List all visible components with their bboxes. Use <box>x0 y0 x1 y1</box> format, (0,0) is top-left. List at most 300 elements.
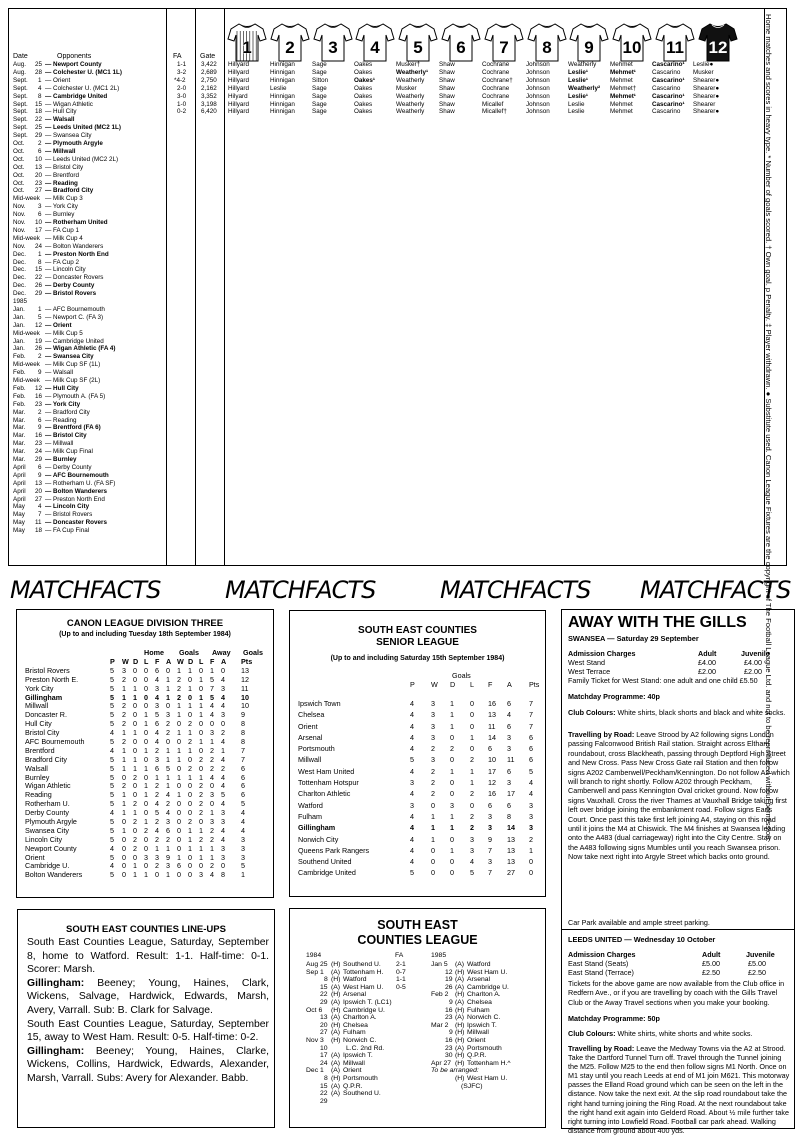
table-cell: 1 <box>199 852 203 862</box>
svg-text:9: 9 <box>584 38 595 57</box>
fixture-opponent: — FA Cup 2 <box>45 258 79 266</box>
table-cell: 5 <box>110 737 114 747</box>
table-cell: 2 <box>199 754 203 764</box>
lineup-text: South East Counties League, Saturday, September 8, home to Watford. Result: 1-1. Half-time: 0-1. Scorer: Marsh. <box>27 937 269 976</box>
table-cell: 1 <box>177 772 181 782</box>
team-name: Cambridge United <box>298 868 356 878</box>
away-box <box>561 609 795 1135</box>
fixture-month: Oct. <box>13 155 25 163</box>
team-name: Millwall <box>25 701 49 711</box>
table-cell: 0 <box>450 789 454 799</box>
column-header: P <box>110 657 115 666</box>
fixture-month: May <box>13 511 25 519</box>
swansea-colours <box>568 708 790 717</box>
fixture-venue: (A) <box>331 1014 341 1022</box>
player-name: Oakes <box>354 84 373 92</box>
table-row <box>298 800 542 811</box>
matchfacts-band <box>0 576 800 604</box>
fixture-month: Aug. <box>13 68 26 76</box>
column-header: L <box>144 657 149 666</box>
fixture-day: 6 <box>38 147 42 155</box>
fixture-opponent: Orient <box>467 1037 486 1044</box>
table-cell: 0 <box>144 799 148 809</box>
table-cell: 1 <box>133 763 137 773</box>
player-name: Hillyard <box>228 76 249 84</box>
fixture-month: Dec. <box>13 258 26 266</box>
table-cell: 1 <box>199 701 203 711</box>
table-cell: 1 <box>241 870 245 880</box>
fixture-month: Oct. <box>13 179 25 187</box>
fixture-date: 22 <box>320 991 328 999</box>
table-cell: 2 <box>166 834 170 844</box>
table-title: SENIOR LEAGUE <box>376 637 459 648</box>
table-cell: 5 <box>470 868 474 878</box>
player-name: Shaw <box>439 61 455 68</box>
table-cell: 4 <box>166 790 170 800</box>
table-cell: 0 <box>144 674 148 684</box>
table-cell: 1 <box>188 843 192 853</box>
player-name: Micallef <box>482 100 504 108</box>
fixture-opponent: — York City <box>45 203 78 211</box>
player-name: Musker <box>693 68 714 76</box>
divider <box>195 9 196 565</box>
table-cell: 6 <box>507 699 511 708</box>
shirt-3-icon <box>313 21 353 63</box>
fixture-day: 12 <box>35 321 43 329</box>
fixture-day: 20 <box>35 171 43 179</box>
table-cell: 1 <box>122 825 126 835</box>
table-cell: 2 <box>199 834 203 844</box>
table-cell: 0 <box>470 744 474 754</box>
table-cell: 3 <box>155 701 159 711</box>
table-cell: 6 <box>241 772 245 782</box>
fixture-venue: (H) <box>331 1037 341 1044</box>
table-cell: 0 <box>133 701 137 711</box>
table-cell: 0 <box>221 861 225 871</box>
lineup-text: Beeney; Young, Haines, Clarke, Wickens, Collins, Hardwick, Edwards, Alexander, Marsh, Varrall. Subs: Avery for Alexander. Babb. <box>27 1045 269 1084</box>
player-name: Cascarino <box>652 84 681 92</box>
fixture-opponent: — Plymouth A. (FA 5) <box>45 392 106 400</box>
fixture-opponent: — Rotherham United <box>45 219 108 226</box>
table-cell: 1 <box>199 692 203 702</box>
fixture-day: 27 <box>35 187 43 195</box>
fixture-opponent: — Colchester U. (MC1 2L) <box>45 84 120 92</box>
fixture-opponent: — Derby County <box>45 282 95 290</box>
fixture-month: Nov. <box>13 226 26 234</box>
fixture-gate: 2,750 <box>201 76 217 84</box>
fixture-day: 23 <box>35 440 43 448</box>
table-cell: 3 <box>210 817 214 827</box>
team-name: Brentford <box>25 745 55 755</box>
fixture-opponent: — AFC Bournemouth <box>45 305 105 313</box>
fixture-day: 10 <box>35 219 43 226</box>
player-name: Sage <box>312 84 327 92</box>
table-cell: 7 <box>488 845 492 855</box>
player-name: Mehmet¹ <box>610 92 636 100</box>
column-header: F <box>155 657 160 666</box>
table-cell: 3 <box>431 755 435 765</box>
table-cell: 1 <box>166 781 170 791</box>
table-cell: 0 <box>122 861 126 871</box>
away-header: Away <box>212 648 231 657</box>
fixture-opponent: Cambridge U. <box>467 983 509 991</box>
goals-header: Goals <box>179 648 199 657</box>
svg-text:6: 6 <box>456 38 466 57</box>
player-name: Sage <box>312 92 327 100</box>
table-cell: 4 <box>410 823 414 833</box>
fixture-month: Oct. <box>13 171 25 179</box>
table-cell: 1 <box>122 683 126 693</box>
player-name: Cascarino <box>652 68 681 76</box>
svg-text:8: 8 <box>541 38 552 57</box>
player-name: Weatherly <box>568 61 597 68</box>
column-header: 1984 <box>306 952 322 959</box>
table-cell: 1 <box>199 710 203 720</box>
player-name: Shearer● <box>693 92 720 100</box>
divider <box>166 9 167 565</box>
player-name: Cascarino¹ <box>652 61 685 68</box>
fixture-opponent: — Orient <box>45 321 72 329</box>
fixture-venue: (H) <box>455 1059 465 1067</box>
table-cell: 5 <box>110 817 114 827</box>
fixture-date: 30 <box>445 1052 453 1060</box>
table-cell: 3 <box>529 800 533 810</box>
table-cell: 1 <box>450 766 454 776</box>
player-name: Hillyard <box>228 61 249 68</box>
lineup-text: South East Counties League, Saturday, September 15, away to West Ham. Result: 0-5. Half-time: 0-2. <box>27 1018 269 1044</box>
table-cell: 0 <box>133 737 137 747</box>
fixture-day: 23 <box>35 179 43 187</box>
player-name: Weatherly² <box>568 84 601 92</box>
table-cell: 4 <box>410 721 414 731</box>
team-name: Millwall <box>298 755 322 765</box>
table-cell: 1 <box>188 665 192 675</box>
table-cell: 5 <box>241 861 245 871</box>
fixture-venue: (A) <box>331 1029 341 1037</box>
fixture-opponent: Fulham <box>467 1006 490 1014</box>
player-name: Sage <box>312 100 327 108</box>
table-cell: 0 <box>177 843 181 853</box>
fixture-opponent: — Swansea City <box>45 132 92 140</box>
fixture-day: 4 <box>38 503 42 511</box>
fixture-venue: (H) <box>455 1037 465 1044</box>
fixture-opponent: — Leeds United (MC2 2L) <box>45 155 119 163</box>
team-name: Plymouth Argyle <box>25 817 77 827</box>
table-cell: 6 <box>155 763 159 773</box>
table-cell: 4 <box>110 861 114 871</box>
table-cell: 1 <box>144 781 148 791</box>
table-cell: 2 <box>122 674 126 684</box>
table-cell: 0 <box>133 825 137 835</box>
player-name: Musker† <box>396 61 421 68</box>
table-cell: 0 <box>210 781 214 791</box>
table-cell: 2 <box>155 861 159 871</box>
column-header: A <box>507 680 512 689</box>
table-cell: 7 <box>488 868 492 878</box>
fixture-date: Sep 1 <box>306 968 324 976</box>
table-cell: 4 <box>221 701 225 711</box>
table-cell: 1 <box>166 772 170 782</box>
table-cell: 1 <box>133 692 137 702</box>
table-cell: 0 <box>450 834 454 844</box>
team-name: Ipswich Town <box>298 699 341 708</box>
fixture-opponent: — Lincoln City <box>45 503 90 511</box>
table-cell: 11 <box>507 755 515 765</box>
fixture-day: 29 <box>35 290 43 298</box>
column-header: A <box>221 657 227 666</box>
table-cell: 3 <box>166 710 170 720</box>
table-cell: 12 <box>488 778 496 788</box>
table-cell: 0 <box>122 772 126 782</box>
table-cell: 2 <box>122 710 126 720</box>
shirt-12-icon <box>698 21 738 63</box>
table-cell: 5 <box>110 834 114 844</box>
fixture-opponent: — Bradford City <box>45 408 90 416</box>
table-cell: 5 <box>241 799 245 809</box>
table-row <box>298 867 542 878</box>
fixture-month: May <box>13 527 25 535</box>
fixture-opponent: — Brentford (FA 6) <box>45 424 101 432</box>
fixture-opponent: — Hull City <box>45 384 79 392</box>
fixture-date: 8 <box>324 976 328 984</box>
team-name: Lincoln City <box>25 834 63 844</box>
table-row <box>298 721 542 732</box>
table-cell: 1 <box>122 754 126 764</box>
fixture-date: 9 <box>449 1029 453 1037</box>
player-name: Johnson <box>526 68 550 76</box>
player-name: Cochrane† <box>482 76 513 84</box>
table-cell: 0 <box>133 719 137 729</box>
divider <box>224 9 225 565</box>
fixture-date: 23 <box>445 1014 453 1022</box>
fixture-opponent: — Millwall <box>45 440 74 448</box>
table-cell: 0 <box>122 834 126 844</box>
table-cell: 7 <box>241 745 245 755</box>
player-name: Shearer● <box>693 108 720 116</box>
table-cell: 1 <box>188 745 192 755</box>
table-cell: 3 <box>488 811 492 821</box>
leeds-tickets: Tickets for the above game are now available from the Club office in Redfern Ave., or if you are travelling by coach with the Gills Travel Club or the Away Travel sections when you make your booking. <box>568 979 785 1007</box>
table-cell: 2 <box>133 799 137 809</box>
fixture-venue: (H) <box>331 1075 341 1082</box>
table-cell: 1 <box>122 745 126 755</box>
table-cell: 0 <box>199 665 203 675</box>
fixture-day: 18 <box>35 108 43 116</box>
table-cell: 4 <box>221 692 225 702</box>
fixture-opponent: Tottenham H. <box>343 968 384 976</box>
table-cell: 4 <box>155 825 159 835</box>
table-cell: 1 <box>199 772 203 782</box>
table-cell: 5 <box>110 710 114 720</box>
table-cell: 4 <box>210 870 214 880</box>
table-cell: 3 <box>507 732 511 742</box>
player-name: Hillyard <box>228 84 249 92</box>
table-cell: 5 <box>110 692 114 702</box>
table-cell: 0 <box>450 755 454 765</box>
to-be-arranged: To be arranged: <box>431 1067 479 1075</box>
fixture-opponent: — Wigan Athletic <box>45 100 93 108</box>
table-cell: 2 <box>210 745 214 755</box>
table-cell: 3 <box>122 665 126 675</box>
lineups-title: SOUTH EAST COUNTIES LINE-UPS <box>66 924 226 935</box>
fixture-day: 1 <box>38 305 42 313</box>
fixture-date: Aug 25 <box>306 961 328 968</box>
team-name: Preston North E. <box>25 674 79 684</box>
player-name: Johnson <box>526 76 550 84</box>
table-cell: 2 <box>470 823 474 833</box>
price-juvenile: £2.00 <box>744 667 762 676</box>
fixture-venue: (A) <box>331 1067 341 1075</box>
fixture-opponent: — Bristol City <box>45 432 87 440</box>
side-note-text: Home matches and scores in heavy type. * Number of goals scored. † Own goal. p Penalty. ‡ Player withdrawn. ● Substitute used. Canon League Fixtures are the copyright of The Football League Ltd. and not to be reproduced without permission. <box>764 14 773 842</box>
table-cell: 1 <box>166 745 170 755</box>
table-cell: 4 <box>410 834 414 844</box>
table-cell: 3 <box>241 834 245 844</box>
price-label: East Stand (Terrace) <box>568 968 634 977</box>
fixture-month: Mar. <box>13 432 26 440</box>
table-row <box>298 856 542 867</box>
table-cell: 5 <box>110 825 114 835</box>
table-cell: 1 <box>450 845 454 855</box>
fixture-day: 29 <box>35 456 43 463</box>
table-cell: 2 <box>155 781 159 791</box>
leeds-travel <box>568 1044 790 1135</box>
fixture-opponent: — Leeds United (MC2 1L) <box>45 124 121 132</box>
table-cell: 4 <box>221 754 225 764</box>
fixture-opponent: Millwall <box>467 1029 489 1037</box>
fixture-date: 9 <box>449 999 453 1006</box>
player-name: Hillyard <box>228 100 249 108</box>
table-cell: 0 <box>144 772 148 782</box>
fixture-day: 7 <box>38 511 42 519</box>
table-cell: 1 <box>177 852 181 862</box>
table-cell: 3 <box>488 857 492 867</box>
table-cell: 4 <box>210 772 214 782</box>
table-cell: 2 <box>133 843 137 853</box>
fixture-opponent: — Rotherham U. (FA SF) <box>45 479 116 487</box>
team-name: Portsmouth <box>298 744 335 754</box>
table-cell: 4 <box>410 811 414 821</box>
player-name: Leslie● <box>693 61 714 68</box>
team-name: Bolton Wanderers <box>25 870 83 880</box>
fixture-month: Jan. <box>13 313 25 321</box>
table-cell: 1 <box>177 665 181 675</box>
table-cell: 0 <box>122 843 126 853</box>
player-name: Cascarino¹ <box>652 76 685 84</box>
fixture-score: 3-2 <box>177 68 187 76</box>
player-name: Oakes <box>354 61 373 68</box>
table-cell: 4 <box>410 766 414 776</box>
fixture-venue: (H) <box>331 991 341 999</box>
table-cell: 3 <box>241 852 245 862</box>
team-name: Derby County <box>25 808 69 818</box>
fixture-day: 24 <box>35 242 43 250</box>
shirt-10-icon <box>612 21 652 63</box>
table-cell: 3 <box>155 852 159 862</box>
table-cell: 1 <box>155 843 159 853</box>
fixture-month: April <box>13 463 26 471</box>
table-row <box>298 698 542 709</box>
fixture-month: Feb. <box>13 384 26 392</box>
table-cell: 3 <box>507 778 511 788</box>
adult-label: Adult <box>702 950 721 959</box>
fixture-date: 22 <box>320 1090 328 1098</box>
lineup-paragraph <box>27 1045 269 1086</box>
fixture-day: 2 <box>38 140 42 147</box>
side-note <box>758 9 788 842</box>
table-cell: 0 <box>177 799 181 809</box>
fixture-day: 29 <box>35 132 43 140</box>
table-cell: 9 <box>488 834 492 844</box>
table-cell: 1 <box>144 817 148 827</box>
table-cell: 0 <box>133 790 137 800</box>
table-cell: 4 <box>410 732 414 742</box>
table-cell: 5 <box>110 674 114 684</box>
fixture-opponent: Arsenal <box>343 991 367 999</box>
table-cell: 3 <box>210 728 214 738</box>
table-cell: 3 <box>155 683 159 693</box>
table-cell: 1 <box>188 772 192 782</box>
table-cell: 7 <box>210 683 214 693</box>
player-name: Hinnigan <box>270 92 295 100</box>
table-cell: 0 <box>133 674 137 684</box>
player-name: Cochrane <box>482 61 510 68</box>
table-cell: 0 <box>431 800 435 810</box>
shirt-9-icon <box>569 21 609 63</box>
fixture-month: April <box>13 479 26 487</box>
fixture-venue: (H) <box>455 1021 465 1029</box>
team-name: Norwich City <box>298 834 339 844</box>
fixture-date: 12 <box>445 968 453 976</box>
table-cell: 2 <box>177 683 181 693</box>
table-cell: 0 <box>199 817 203 827</box>
table-cell: 12 <box>241 674 249 684</box>
table-cell: 0 <box>144 728 148 738</box>
player-name: Shearer● <box>693 84 720 92</box>
table-cell: 3 <box>431 710 435 720</box>
fixture-opponent: West Ham U. <box>467 968 508 976</box>
column-header: FA <box>395 952 404 959</box>
fixture-day: 15 <box>35 266 43 274</box>
team-name: Gillingham <box>298 823 336 833</box>
table-cell: 13 <box>241 665 249 675</box>
fixture-month: Dec. <box>13 250 26 258</box>
shirt-6-icon <box>441 21 481 63</box>
table-cell: 6 <box>488 800 492 810</box>
table-cell: 2 <box>133 772 137 782</box>
fixture-venue: (A) <box>455 999 465 1006</box>
fixture-day: 9 <box>38 471 42 479</box>
table-cell: 0 <box>188 692 192 702</box>
column-header: D <box>450 680 456 689</box>
price-label: East Stand (Seats) <box>568 959 629 968</box>
svg-text:4: 4 <box>370 38 381 57</box>
team-name: Fulham <box>298 811 322 821</box>
table-cell: 0 <box>188 799 192 809</box>
fixture-opponent: — Milk Cup 4 <box>45 234 83 242</box>
table-cell: 2 <box>450 744 454 754</box>
table-cell: 0 <box>199 763 203 773</box>
table-cell: 2 <box>431 744 435 754</box>
table-row <box>298 732 542 743</box>
table-cell: 6 <box>488 744 492 754</box>
matchfacts-logo: MATCHFACTS <box>10 576 161 604</box>
fixture-date: 16 <box>445 1006 453 1014</box>
fixture-opponent: Chelsea <box>467 999 492 1006</box>
fixture-day: 25 <box>35 61 43 68</box>
table-cell: 14 <box>507 823 515 833</box>
player-name: Shaw <box>439 92 455 100</box>
